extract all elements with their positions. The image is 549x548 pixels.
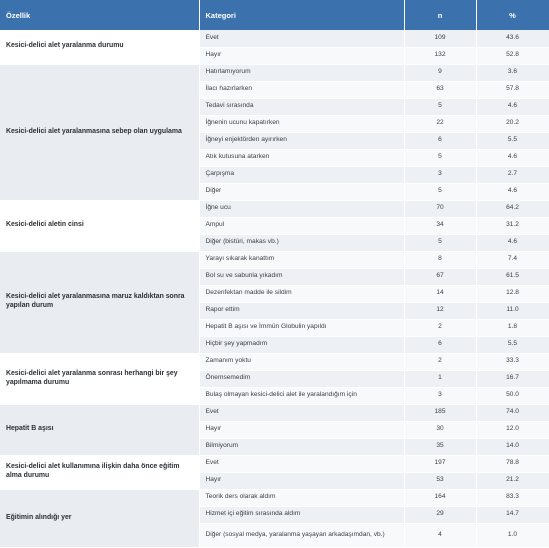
- percent-cell: 64.2: [476, 200, 549, 217]
- percent-cell: 11.0: [476, 302, 549, 319]
- category-cell: Evet: [199, 30, 404, 47]
- header-n: n: [404, 0, 476, 30]
- count-cell: 2: [404, 319, 476, 336]
- table-row: [0, 200, 549, 217]
- percent-cell: 33.3: [476, 353, 549, 370]
- category-cell: Diğer (bistüri, makas vb.): [199, 234, 404, 251]
- category-cell: Bilmiyorum: [199, 438, 404, 455]
- category-cell: İğneyi enjektörden ayırırken: [199, 132, 404, 149]
- count-cell: 164: [404, 489, 476, 506]
- count-cell: 9: [404, 64, 476, 81]
- percent-cell: 3.6: [476, 64, 549, 81]
- category-cell: Çarpışma: [199, 166, 404, 183]
- category-cell: Dezenfektan madde ile sildim: [199, 285, 404, 302]
- percent-cell: 61.5: [476, 268, 549, 285]
- count-cell: 67: [404, 268, 476, 285]
- count-cell: 197: [404, 455, 476, 472]
- count-cell: 63: [404, 81, 476, 98]
- category-cell: Bulaş olmayan kesici-delici alet ile yaralandığım için: [199, 387, 404, 404]
- count-cell: 53: [404, 472, 476, 489]
- category-cell: Bol su ve sabunla yıkadım: [199, 268, 404, 285]
- percent-cell: 7.4: [476, 251, 549, 268]
- count-cell: 4: [404, 523, 476, 547]
- feature-label: Kesici-delici aletin cinsi: [0, 200, 199, 251]
- percent-cell: 2.7: [476, 166, 549, 183]
- category-cell: Önemsemedim: [199, 370, 404, 387]
- table-row: [0, 455, 549, 472]
- count-cell: 185: [404, 404, 476, 421]
- percent-cell: 1.0: [476, 523, 549, 547]
- feature-label: Kesici-delici alet kullanımına ilişkin daha önce eğitim alma durumu: [0, 455, 199, 489]
- table-row: [0, 64, 549, 81]
- category-cell: Zamanım yoktu: [199, 353, 404, 370]
- table-header-row: [0, 0, 549, 30]
- category-cell: Tedavi sırasında: [199, 98, 404, 115]
- count-cell: 109: [404, 30, 476, 47]
- feature-label: Hepatit B aşısı: [0, 404, 199, 455]
- feature-label: Kesici-delici alet yaralanma durumu: [0, 30, 199, 64]
- category-cell: İlacı hazırlarken: [199, 81, 404, 98]
- header-category: Kategori: [199, 0, 404, 30]
- feature-label: Kesici-delici alet yaralanmasına sebep olan uygulama: [0, 64, 199, 200]
- percent-cell: 74.0: [476, 404, 549, 421]
- category-cell: Hayır: [199, 421, 404, 438]
- table-body: [0, 30, 549, 547]
- table-row: [0, 251, 549, 268]
- count-cell: 132: [404, 47, 476, 64]
- count-cell: 35: [404, 438, 476, 455]
- percent-cell: 4.6: [476, 98, 549, 115]
- count-cell: 22: [404, 115, 476, 132]
- percent-cell: 4.6: [476, 183, 549, 200]
- category-cell: Teorik ders olarak aldım: [199, 489, 404, 506]
- count-cell: 5: [404, 234, 476, 251]
- percent-cell: 78.8: [476, 455, 549, 472]
- table-row: [0, 489, 549, 506]
- category-cell: Evet: [199, 404, 404, 421]
- count-cell: 5: [404, 98, 476, 115]
- percent-cell: 43.6: [476, 30, 549, 47]
- count-cell: 3: [404, 387, 476, 404]
- percent-cell: 14.7: [476, 506, 549, 523]
- header-percent: %: [476, 0, 549, 30]
- percent-cell: 1.8: [476, 319, 549, 336]
- category-cell: Diğer (sosyal medya, yaralanma yaşayan arkadaşımdan, vb.): [199, 523, 404, 547]
- category-cell: Hepatit B aşısı ve İmmün Globulin yapıldı: [199, 319, 404, 336]
- count-cell: 1: [404, 370, 476, 387]
- table-row: [0, 404, 549, 421]
- percent-cell: 12.0: [476, 421, 549, 438]
- count-cell: 6: [404, 336, 476, 353]
- header-feature: Özellik: [0, 0, 199, 30]
- category-cell: Hizmet içi eğitim sırasında aldım: [199, 506, 404, 523]
- table-row: [0, 30, 549, 47]
- count-cell: 34: [404, 217, 476, 234]
- count-cell: 6: [404, 132, 476, 149]
- category-cell: Evet: [199, 455, 404, 472]
- count-cell: 29: [404, 506, 476, 523]
- feature-label: Kesici-delici alet yaralanma sonrası herhangi bir şey yapılmama durumu: [0, 353, 199, 404]
- percent-cell: 4.6: [476, 149, 549, 166]
- category-cell: Rapor ettim: [199, 302, 404, 319]
- percent-cell: 83.3: [476, 489, 549, 506]
- percent-cell: 20.2: [476, 115, 549, 132]
- percent-cell: 4.6: [476, 234, 549, 251]
- category-cell: Diğer: [199, 183, 404, 200]
- count-cell: 30: [404, 421, 476, 438]
- category-cell: Ampul: [199, 217, 404, 234]
- percent-cell: 5.5: [476, 132, 549, 149]
- category-cell: Hiçbir şey yapmadım: [199, 336, 404, 353]
- category-cell: Yarayı sıkarak kanattım: [199, 251, 404, 268]
- category-cell: Hayır: [199, 47, 404, 64]
- count-cell: 3: [404, 166, 476, 183]
- percent-cell: 16.7: [476, 370, 549, 387]
- percent-cell: 50.0: [476, 387, 549, 404]
- category-cell: Atık kutusuna atarken: [199, 149, 404, 166]
- feature-label: Kesici-delici alet yaralanmasına maruz kaldıktan sonra yapılan durum: [0, 251, 199, 353]
- percent-cell: 57.8: [476, 81, 549, 98]
- category-cell: İğne ucu: [199, 200, 404, 217]
- percent-cell: 5.5: [476, 336, 549, 353]
- table-row: [0, 353, 549, 370]
- count-cell: 5: [404, 149, 476, 166]
- category-cell: Hayır: [199, 472, 404, 489]
- percent-cell: 31.2: [476, 217, 549, 234]
- category-cell: İğnenin ucunu kapatırken: [199, 115, 404, 132]
- category-cell: Hatırlamıyorum: [199, 64, 404, 81]
- count-cell: 8: [404, 251, 476, 268]
- percent-cell: 12.8: [476, 285, 549, 302]
- count-cell: 70: [404, 200, 476, 217]
- count-cell: 14: [404, 285, 476, 302]
- percent-cell: 14.0: [476, 438, 549, 455]
- count-cell: 12: [404, 302, 476, 319]
- count-cell: 5: [404, 183, 476, 200]
- percent-cell: 21.2: [476, 472, 549, 489]
- count-cell: 2: [404, 353, 476, 370]
- feature-label: Eğitimin alındığı yer: [0, 489, 199, 547]
- percent-cell: 52.8: [476, 47, 549, 64]
